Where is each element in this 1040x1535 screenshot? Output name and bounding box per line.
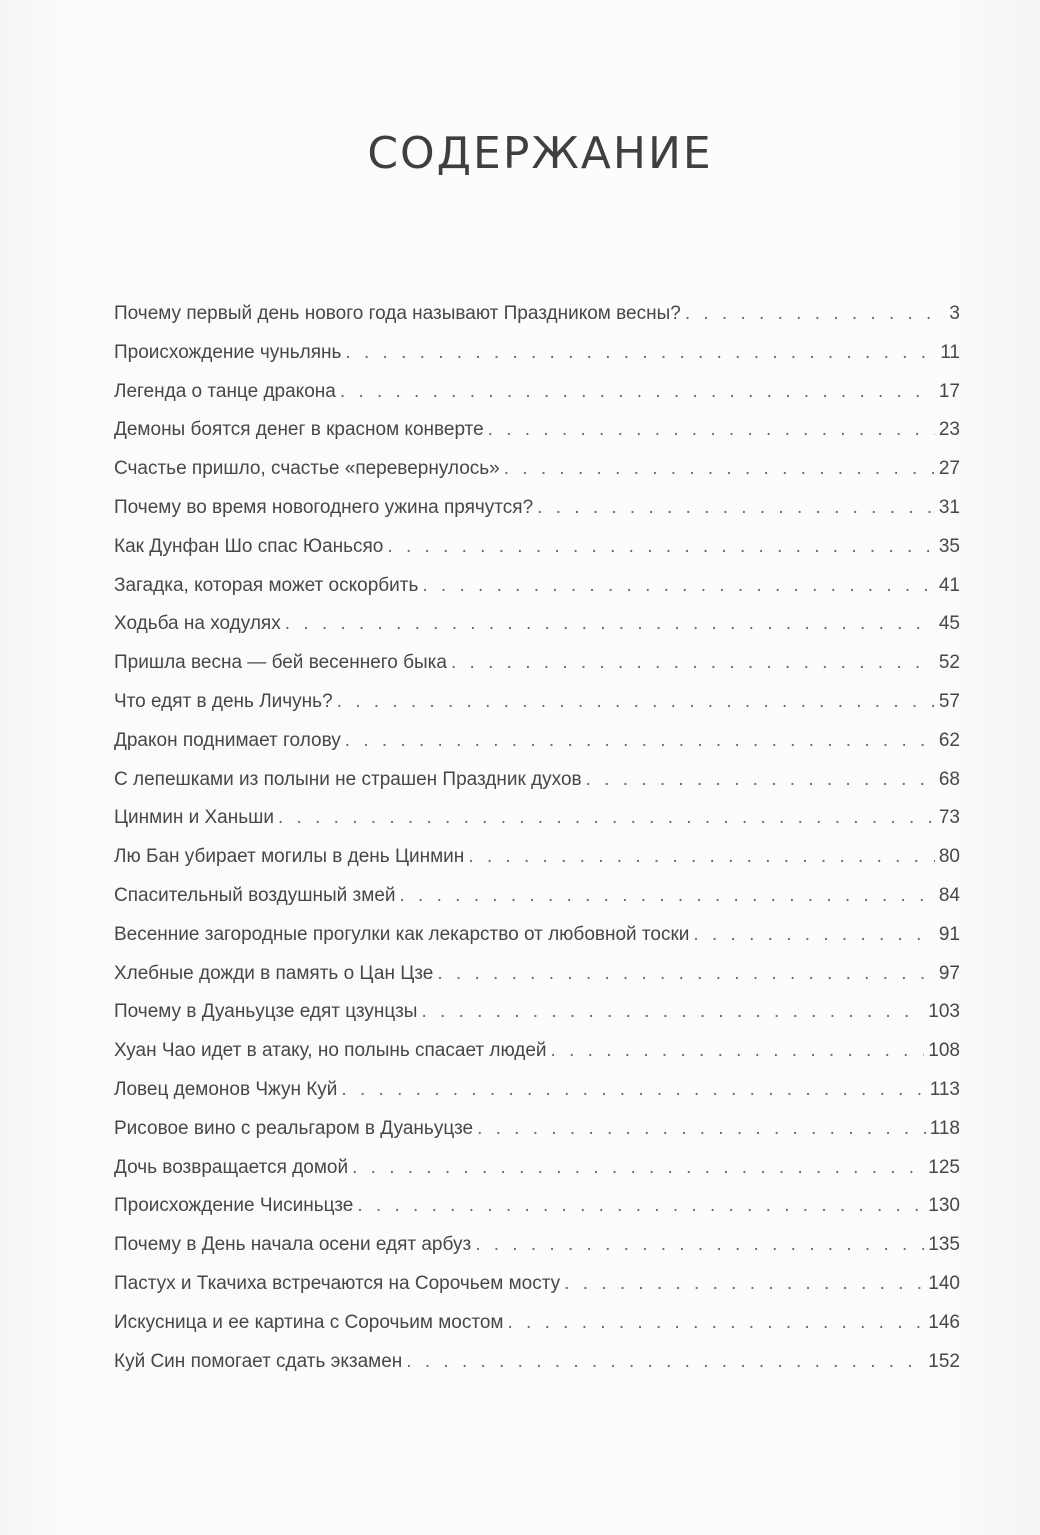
- toc-leader-dots: [345, 342, 936, 364]
- toc-entry-page-number: 62: [938, 729, 960, 751]
- toc-leader-dots: [488, 419, 935, 441]
- toc-leader-dots: [345, 730, 935, 752]
- toc-entry-page-number: 113: [929, 1078, 960, 1100]
- toc-entry: [114, 652, 960, 691]
- toc-leader-dots: [504, 458, 935, 480]
- toc-entry-page-number: 57: [938, 690, 960, 712]
- toc-entry-page-number: 91: [938, 923, 960, 945]
- toc-entry-title: Пришла весна — бей весеннего быка: [114, 652, 447, 674]
- toc-leader-dots: [564, 1273, 924, 1295]
- toc-entry-page-number: 103: [928, 1001, 960, 1023]
- toc-entry: [114, 303, 960, 342]
- toc-entry-title: Лю Бан убирает могилы в день Цинмин: [114, 846, 465, 868]
- toc-leader-dots: [685, 303, 946, 325]
- toc-entry: [114, 381, 960, 420]
- toc-entry: [114, 1118, 960, 1157]
- toc-entry-page-number: 17: [938, 380, 960, 402]
- toc-entry: [114, 691, 960, 730]
- toc-entry: [114, 342, 960, 381]
- toc-entry-title: Рисовое вино с реальгаром в Дуаньуцзе: [114, 1117, 474, 1139]
- toc-entry: [114, 885, 960, 924]
- toc-entry-page-number: 152: [928, 1350, 960, 1372]
- toc-entry-title: Дракон поднимает голову: [114, 729, 341, 751]
- toc-leader-dots: [340, 381, 935, 403]
- toc-leader-dots: [451, 652, 935, 674]
- toc-entry-title: Цинмин и Ханьши: [114, 807, 274, 829]
- toc-leader-dots: [551, 1040, 925, 1062]
- toc-entry: [114, 536, 960, 575]
- toc-entry-title: Загадка, которая может оскорбить: [114, 574, 419, 596]
- toc-entry-page-number: 52: [938, 652, 960, 674]
- toc-entry-page-number: 97: [938, 962, 960, 984]
- toc-entry: [114, 846, 960, 885]
- toc-entry-title: Хлебные дожди в память о Цан Цзе: [114, 962, 434, 984]
- toc-leader-dots: [475, 1234, 924, 1256]
- toc-entry-title: Почему первый день нового года называют Праздником весны?: [114, 303, 681, 324]
- toc-entry-title: Что едят в день Личунь?: [114, 690, 333, 712]
- toc-entry-title: С лепешками из полыни не страшен Праздник духов: [114, 768, 582, 790]
- toc-entry: [114, 769, 960, 808]
- toc-leader-dots: [693, 924, 934, 946]
- toc-entry-title: Искусница и ее картина с Сорочьим мостом: [114, 1311, 504, 1333]
- toc-entry: [114, 575, 960, 614]
- toc-entry-page-number: 3: [949, 303, 960, 324]
- toc-entry-title: Хуан Чао идет в атаку, но полынь спасает людей: [114, 1040, 547, 1062]
- toc-entry-page-number: 140: [928, 1272, 960, 1294]
- toc-leader-dots: [341, 1079, 925, 1101]
- toc-entry: [114, 1273, 960, 1312]
- toc-entry-page-number: 11: [940, 341, 960, 363]
- page-title: СОДЕРЖАНИЕ: [367, 128, 713, 179]
- toc-entry-title: Почему в Дуаньуцзе едят цзунцзы: [114, 1001, 418, 1023]
- toc-entry-page-number: 27: [938, 458, 960, 480]
- toc-leader-dots: [422, 575, 934, 597]
- toc-entry-title: Пастух и Ткачиха встречаются на Сорочьем мосту: [114, 1272, 561, 1294]
- toc-entry-page-number: 118: [929, 1117, 960, 1139]
- toc-entry: [114, 924, 960, 963]
- toc-leader-dots: [477, 1118, 926, 1140]
- toc-entry: [114, 1351, 960, 1390]
- toc-entry-title: Почему во время новогоднего ужина прячутся?: [114, 496, 534, 518]
- toc-entry-title: Как Дунфан Шо спас Юаньсяо: [114, 535, 384, 557]
- toc-entry-page-number: 23: [938, 419, 960, 441]
- toc-entry-page-number: 80: [938, 846, 960, 868]
- toc-entry: [114, 1157, 960, 1196]
- toc-entry-page-number: 108: [928, 1040, 960, 1062]
- toc-entry-title: Происхождение Чисиньцзе: [114, 1195, 354, 1217]
- toc-entry-page-number: 45: [938, 613, 960, 635]
- toc-entry-title: Спасительный воздушный змей: [114, 884, 396, 906]
- toc-entry-page-number: 41: [938, 574, 960, 596]
- toc-leader-dots: [357, 1195, 924, 1217]
- toc-entry: [114, 613, 960, 652]
- toc-entry-page-number: 130: [928, 1195, 960, 1217]
- toc-entry-page-number: 35: [938, 535, 960, 557]
- toc-entry: [114, 730, 960, 769]
- toc-leader-dots: [337, 691, 935, 713]
- toc-entry-title: Весенние загородные прогулки как лекарство от любовной тоски: [114, 923, 690, 945]
- toc-entry-title: Куй Син помогает сдать экзамен: [114, 1350, 403, 1372]
- toc-leader-dots: [468, 846, 935, 868]
- toc-leader-dots: [285, 613, 935, 635]
- toc-leader-dots: [421, 1001, 924, 1023]
- toc-entry-page-number: 68: [938, 768, 960, 790]
- toc-entry-title: Почему в День начала осени едят арбуз: [114, 1234, 472, 1256]
- toc-entry-page-number: 73: [938, 807, 960, 829]
- toc-leader-dots: [437, 963, 935, 985]
- toc-entry-page-number: 125: [928, 1156, 960, 1178]
- toc-leader-dots: [352, 1157, 924, 1179]
- toc-entry-title: Счастье пришло, счастье «перевернулось»: [114, 458, 500, 480]
- table-of-contents: [114, 303, 960, 1389]
- toc-leader-dots: [537, 497, 935, 519]
- toc-leader-dots: [400, 885, 935, 907]
- toc-entry: [114, 1079, 960, 1118]
- toc-entry: [114, 1040, 960, 1079]
- toc-entry: [114, 1312, 960, 1351]
- toc-leader-dots: [508, 1312, 925, 1334]
- toc-entry: [114, 963, 960, 1002]
- toc-entry-page-number: 31: [938, 496, 960, 518]
- toc-entry-title: Ходьба на ходулях: [114, 613, 281, 635]
- toc-entry-title: Дочь возвращается домой: [114, 1156, 349, 1178]
- toc-entry: [114, 497, 960, 536]
- toc-entry: [114, 419, 960, 458]
- toc-entry-title: Демоны боятся денег в красном конверте: [114, 419, 484, 441]
- toc-entry: [114, 1234, 960, 1273]
- toc-leader-dots: [387, 536, 934, 558]
- toc-leader-dots: [278, 807, 935, 829]
- toc-entry-page-number: 146: [928, 1311, 960, 1333]
- toc-entry: [114, 458, 960, 497]
- toc-entry-title: Легенда о танце дракона: [114, 380, 336, 402]
- toc-entry: [114, 1195, 960, 1234]
- toc-entry-page-number: 135: [928, 1234, 960, 1256]
- toc-entry-page-number: 84: [938, 884, 960, 906]
- toc-entry-title: Происхождение чуньлянь: [114, 341, 342, 363]
- toc-entry-title: Ловец демонов Чжун Куй: [114, 1078, 338, 1100]
- toc-leader-dots: [586, 769, 935, 791]
- toc-entry: [114, 807, 960, 846]
- toc-leader-dots: [406, 1351, 924, 1373]
- toc-entry: [114, 1001, 960, 1040]
